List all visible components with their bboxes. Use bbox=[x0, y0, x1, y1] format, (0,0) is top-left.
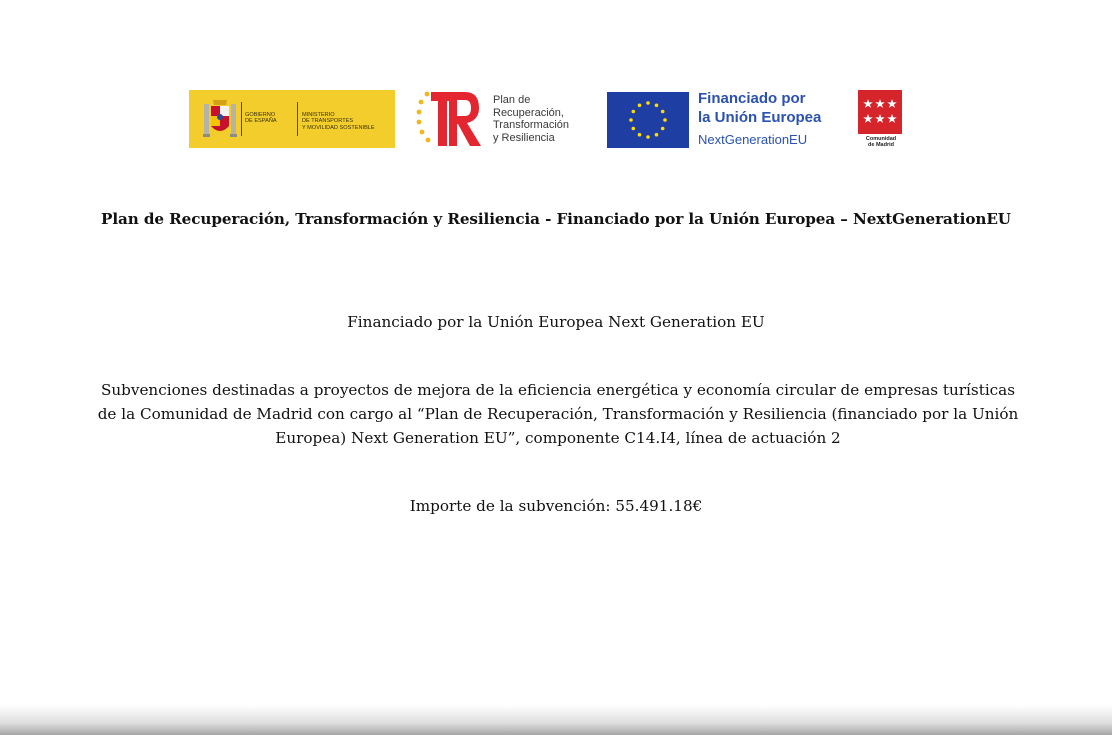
eu-flag-icon bbox=[607, 92, 689, 148]
madrid-flag-icon bbox=[858, 90, 902, 134]
ministerio-label: MINISTERIO DE TRANSPORTES Y MOVILIDAD SOSTENIBLE bbox=[302, 112, 375, 131]
comunidad-madrid-label: Comunidad de Madrid bbox=[865, 136, 897, 148]
document-heading: Plan de Recuperación, Transformación y Resiliencia - Financiado por la Unión Europea – NextGenerationEU bbox=[101, 210, 1011, 228]
coat-of-arms-icon bbox=[201, 98, 239, 140]
eu-label-line2: la Unión Europea bbox=[698, 109, 822, 126]
gobierno-label: GOBIERNO DE ESPAÑA bbox=[245, 112, 277, 125]
logo-divider bbox=[297, 102, 298, 136]
comunidad-madrid-logo bbox=[858, 90, 904, 152]
plan-recuperacion-logo bbox=[415, 88, 595, 152]
prtr-emblem-icon bbox=[415, 88, 485, 150]
financed-by-eu-line: Financiado por la Unión Europea Next Generation EU bbox=[347, 313, 765, 331]
eu-label-line1: Financiado por bbox=[698, 90, 806, 107]
eu-funding-logo bbox=[607, 90, 847, 148]
subsidy-description: Subvenciones destinadas a proyectos de mejora de la eficiencia energética y economía circular de empresas turísticas de la Comunidad de Madrid con cargo al “Plan de Recuperación, Transformación y Resiliencia (financiado por la Unión Europea) Next Generation EU”, componente C14.I4, línea de actuación 2 bbox=[97, 381, 1019, 447]
funding-logos-strip bbox=[189, 88, 909, 152]
gobierno-espana-logo bbox=[189, 90, 395, 148]
plan-recuperacion-label: Plan de Recuperación, Transformación y Resiliencia bbox=[493, 94, 570, 144]
page-bottom-shadow bbox=[0, 705, 1112, 735]
logo-divider bbox=[241, 102, 242, 136]
eu-label-nextgen: NextGenerationEU bbox=[698, 132, 808, 147]
subsidy-amount: Importe de la subvención: 55.491.18€ bbox=[409, 497, 703, 515]
